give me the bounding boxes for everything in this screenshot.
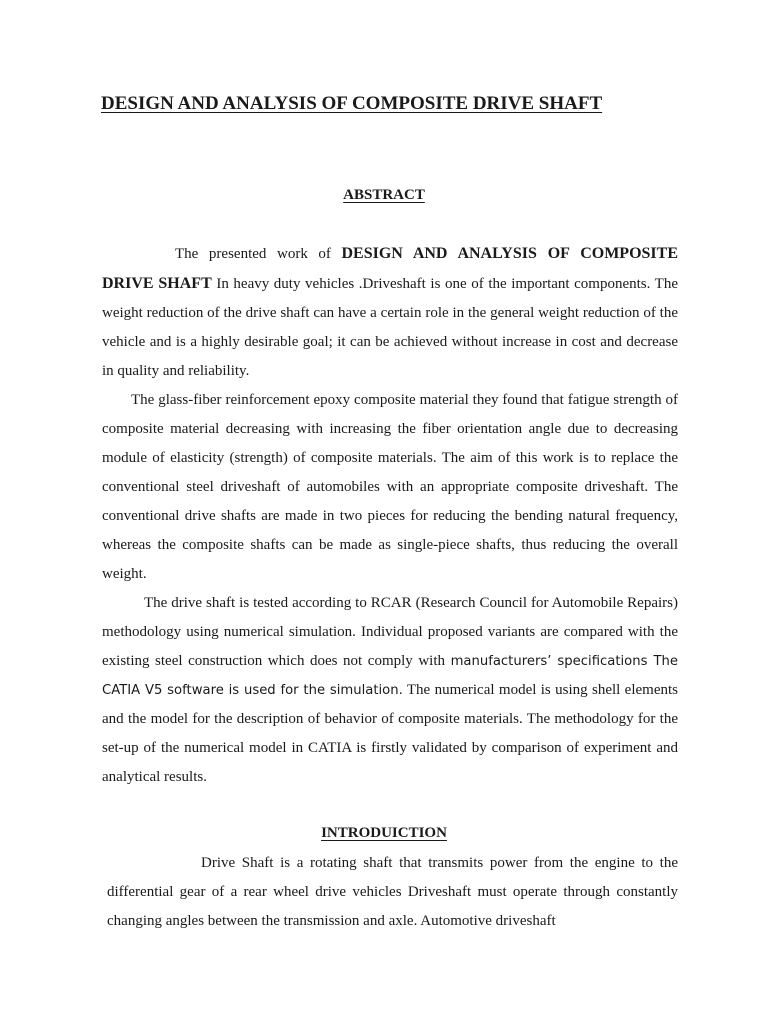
introduction-paragraph-1: Drive Shaft is a rotating shaft that transmits power from the engine to the differential gear of a rear wheel drive vehicles Driveshaft must operate through constantly changing angles between the transmission and axle. Automotive driveshaft [107,855,678,929]
abstract-paragraph-3 [102,589,678,792]
abstract-paragraph-1 [102,239,678,386]
introduction-body [107,849,678,936]
abstract-p1-lead: The presented work of [175,246,342,262]
abstract-p1-bold-title: DESIGN AND ANALYSIS OF COMPOSITE DRIVE SHAFT [102,245,678,292]
introduction-heading: INTRODUICTION [321,825,447,841]
abstract-p3-rest: The numerical model is using shell elements and the model for the description of behavior of composite materials. The methodology for the set-up of the numerical model in CATIA is firstly validated by comparison of experiment and analytical results. [102,682,678,785]
abstract-p1-rest: In heavy duty vehicles .Driveshaft is one of the important components. The weight reduction of the drive shaft can have a certain role in the general weight reduction of the vehicle and is a highly desirable goal; it can be achieved without increase in cost and decrease in quality and reliability. [102,276,679,379]
abstract-p3-sans-text: manufacturers’ specifications The CATIA V5 software is used for the simulation. [102,654,678,698]
abstract-paragraph-2: The glass-fiber reinforcement epoxy composite material they found that fatigue strength of composite material decreasing with increasing the fiber orientation angle due to decreasing module of elasticity (strength) of composite materials. The aim of this work is to replace the conventional steel driveshaft of automobiles with an appropriate composite driveshaft. The conventional drive shafts are made in two pieces for reducing the bending natural frequency, whereas the composite shafts can be made as single-piece shafts, thus reducing the overall weight. [102,392,678,582]
abstract-heading: ABSTRACT [343,187,425,203]
abstract-body [102,239,678,792]
abstract-p3-lead: The drive shaft is tested according to RCAR (Research Council for Automobile Repairs) methodology using numerical simulation. Individual proposed variants are compared with the existing steel construction which does not comply with [102,595,678,669]
document-title: DESIGN AND ANALYSIS OF COMPOSITE DRIVE SHAFT [101,93,603,114]
